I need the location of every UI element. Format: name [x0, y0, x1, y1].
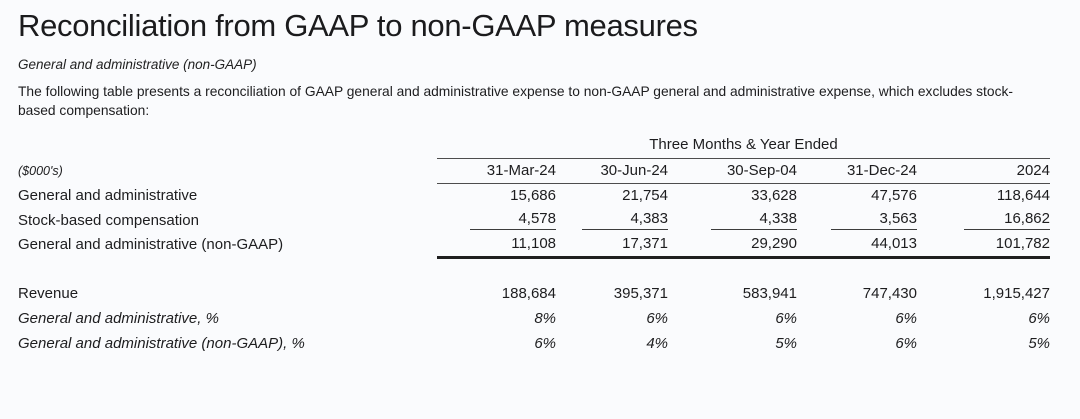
units-label: ($000's)	[18, 163, 63, 178]
cell-value: 8%	[534, 310, 556, 327]
row-label: General and administrative, %	[18, 310, 219, 327]
column-header-q2: 30-Jun-24	[556, 158, 668, 183]
cell-value: 3,563	[831, 210, 917, 230]
cell-value: 6%	[1028, 310, 1050, 327]
cell-value: 5%	[775, 335, 797, 352]
table-row-general-admin-non-gaap-pct	[18, 331, 1050, 356]
column-header-year: 2024	[917, 158, 1050, 183]
table-column-header-row	[18, 158, 1050, 183]
cell-value: 47,576	[871, 187, 917, 205]
cell-value: 33,628	[751, 187, 797, 205]
intro-paragraph: The following table presents a reconciliation of GAAP general and administrative expense to non-GAAP general and administrative expense, which excludes stock-based compensation:	[18, 84, 1013, 118]
table-row-general-admin-non-gaap	[18, 232, 1050, 257]
cell-value: 101,782	[917, 232, 1050, 257]
cell-value: 747,430	[862, 285, 917, 302]
cell-value: 17,371	[556, 232, 668, 257]
cell-value: 4,338	[711, 210, 797, 230]
row-label: General and administrative (non-GAAP), %	[18, 335, 305, 352]
column-header-q4: 31-Dec-24	[797, 158, 917, 183]
cell-value: 6%	[646, 310, 668, 327]
row-label: Stock-based compensation	[18, 211, 199, 229]
cell-value: 21,754	[622, 187, 668, 205]
column-header-q3: 30-Sep-04	[668, 158, 797, 183]
cell-value: 6%	[895, 310, 917, 327]
cell-value: 44,013	[797, 232, 917, 257]
cell-value: 1,915,427	[983, 285, 1050, 302]
cell-value: 5%	[1028, 335, 1050, 352]
spacer-row	[18, 257, 1050, 281]
cell-value: 118,644	[996, 187, 1050, 205]
cell-value: 4%	[646, 335, 668, 352]
reconciliation-table	[18, 131, 1050, 356]
cell-value: 4,578	[470, 210, 556, 230]
cell-value: 6%	[895, 335, 917, 352]
group-header: Three Months & Year Ended	[649, 135, 838, 153]
table-row-revenue	[18, 281, 1050, 306]
table-group-header-row	[18, 131, 1050, 158]
page-title: Reconciliation from GAAP to non-GAAP measures	[18, 8, 698, 43]
row-label: General and administrative (non-GAAP)	[18, 236, 284, 253]
section-subtitle: General and administrative (non-GAAP)	[18, 57, 257, 72]
cell-value: 16,862	[964, 210, 1050, 230]
table-row-stock-based-comp	[18, 208, 1050, 232]
column-header-q1: 31-Mar-24	[437, 158, 556, 183]
cell-value: 188,684	[501, 285, 556, 302]
cell-value: 29,290	[668, 232, 797, 257]
row-label: General and administrative	[18, 187, 198, 204]
cell-value: 4,383	[582, 210, 668, 230]
row-label: Revenue	[18, 285, 79, 302]
cell-value: 395,371	[613, 285, 668, 302]
table-row-general-admin	[18, 183, 1050, 208]
cell-value: 6%	[534, 335, 556, 352]
cell-value: 6%	[775, 310, 797, 327]
cell-value: 11,108	[437, 232, 556, 257]
table-row-general-admin-pct	[18, 306, 1050, 331]
cell-value: 583,941	[742, 285, 797, 302]
cell-value: 15,686	[510, 187, 556, 205]
